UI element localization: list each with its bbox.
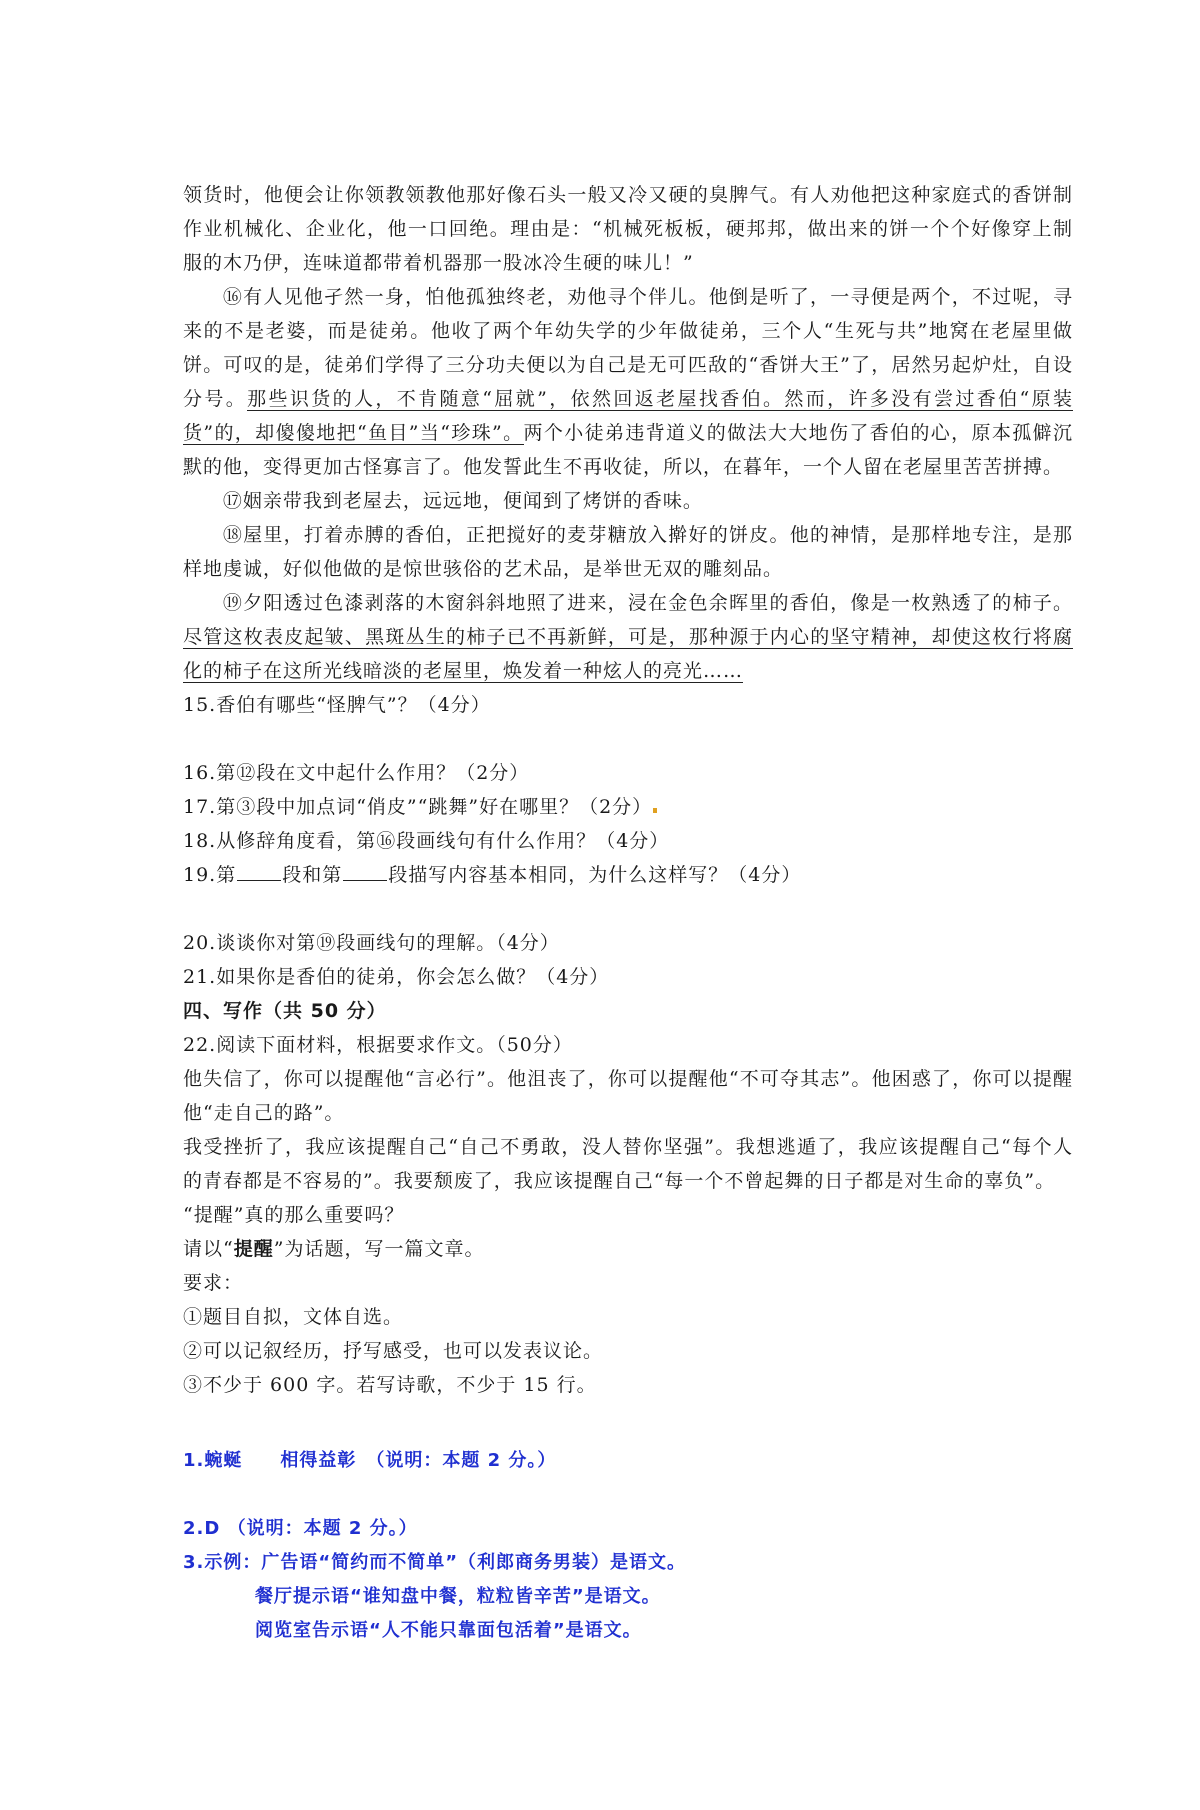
question-20: 20.谈谈你对第⑲段画线句的理解。（4分） [183, 932, 560, 954]
question-19-text-a: 19.第 [183, 864, 237, 886]
paragraph-17: ⑰姻亲带我到老屋去，远远地，便闻到了烤饼的香味。 [222, 490, 703, 512]
paragraph-19 [183, 586, 1073, 688]
requirement-2: ②可以记叙经历，抒写感受，也可以发表议论。 [183, 1340, 604, 1362]
material-question: “提醒”真的那么重要吗？ [183, 1204, 405, 1226]
question-18: 18.从修辞角度看，第⑯段画线句有什么作用？（4分） [183, 830, 670, 852]
section-spacing [183, 1402, 1073, 1444]
requirement-1: ①题目自拟，文体自选。 [183, 1306, 404, 1328]
question-17-text: 17.第③段中加点词“俏皮”“跳舞”好在哪里？（2分） [183, 796, 653, 818]
answer-3: 3.示例：广告语“简约而不简单”（利郎商务男装）是语文。 [183, 1552, 687, 1573]
writing-topic-word: 提醒 [233, 1238, 274, 1260]
paragraph-16-text-a: ⑯有人见他孑然一身，怕他孤独终老，劝他寻个伴儿。他倒是听了，一寻便是两个，不过呢，寻来的不是老婆，而是徒弟。他收了两个年幼失学的少年做徒弟，三个人“生死与共”地窝在老屋里做饼。可叹的是，徒弟们学得了三分功夫便以为自己是无可匹敌的“香饼大王”了，居然另起炉灶，自设分号。 [183, 286, 1073, 410]
answer-spacing [183, 1478, 1073, 1512]
answer-space [183, 892, 1073, 926]
question-19-text-b: 段和第 [282, 864, 343, 886]
paragraph-15-continued: 领货时，他便会让你领教领教他那好像石头一般又冷又硬的臭脾气。有人劝他把这种家庭式的香饼制作业机械化、企业化，他一口回绝。理由是：“机械死板板，硬邦邦，做出来的饼一个个好像穿上制服的木乃伊，连味道都带着机器那一股冰冷生硬的味儿！” [183, 184, 1073, 274]
answer-1: 1.蜿蜒 相得益彰 （说明：本题 2 分。） [183, 1450, 557, 1471]
writing-topic-post: ”为话题，写一篇文章。 [273, 1238, 485, 1260]
document-content [183, 178, 1073, 1648]
question-19-text-c: 段描写内容基本相同，为什么这样写？（4分） [388, 864, 802, 886]
material-paragraph-2: 我受挫折了，我应该提醒自己“自己不勇敢，没人替你坚强”。我想逃遁了，我应该提醒自己“每个人的青春都是不容易的”。我要颓废了，我应该提醒自己“每一个不曾起舞的日子都是对生命的辜负”。 [183, 1136, 1073, 1192]
writing-section-title: 四、写作（共 50 分） [183, 1000, 387, 1022]
writing-topic [183, 1232, 1073, 1266]
paragraph-16-text-b: 两个小徒弟违背道义的做法大大地伤了香伯的心，原本孤僻沉默的他，变得更加古怪寡言了。他发誓此生不再收徒，所以，在暮年，一个人留在老屋里苦苦拼搏。 [183, 422, 1073, 478]
writing-topic-pre: 请以“ [183, 1238, 234, 1260]
fill-blank-1 [237, 860, 281, 881]
paragraph-18: ⑱屋里，打着赤膊的香伯，正把搅好的麦芽糖放入擀好的饼皮。他的神情，是那样地专注，是那样地虔诚，好似他做的是惊世骇俗的艺术品，是举世无双的雕刻品。 [183, 524, 1073, 580]
requirement-3: ③不少于 600 字。若写诗歌，不少于 15 行。 [183, 1374, 597, 1396]
paragraph-19-text-a: ⑲夕阳透过色漆剥落的木窗斜斜地照了进来，浸在金色余晖里的香伯，像是一枚熟透了的柿子。 [222, 592, 1073, 614]
fill-blank-2 [343, 860, 387, 881]
highlight-mark [653, 808, 657, 813]
question-21: 21.如果你是香伯的徒弟，你会怎么做？（4分） [183, 966, 610, 988]
question-19 [183, 858, 1073, 892]
material-paragraph-1: 他失信了，你可以提醒他“言必行”。他沮丧了，你可以提醒他“不可夺其志”。他困惑了，你可以提醒他“走自己的路”。 [183, 1068, 1073, 1124]
paragraph-16 [183, 280, 1073, 484]
question-16: 16.第⑫段在文中起什么作用？（2分） [183, 762, 530, 784]
paragraph-16-underlined-sentence: 那些识货的人，不肯随意“屈就”，依然回返老屋找香伯。然而，许多没有尝过香伯“原装货”的，却傻傻地把“鱼目”当“珍珠”。 [183, 388, 1073, 444]
answer-2: 2.D （说明：本题 2 分。） [183, 1518, 418, 1539]
answer-space [183, 722, 1073, 756]
answer-3-example-3: 阅览室告示语“人不能只靠面包活着”是语文。 [255, 1620, 642, 1641]
answer-key [183, 1444, 1073, 1648]
question-22: 22.阅读下面材料，根据要求作文。（50分） [183, 1034, 573, 1056]
question-17 [183, 790, 1073, 824]
paragraph-19-underlined-sentence: 尽管这枚表皮起皱、黑斑丛生的柿子已不再新鲜，可是，那种源于内心的坚守精神，却使这枚行将腐化的柿子在这所光线暗淡的老屋里，焕发着一种炫人的亮光…… [183, 626, 1073, 682]
requirements-title: 要求： [183, 1272, 244, 1294]
question-15: 15.香伯有哪些“怪脾气”？（4分） [183, 694, 491, 716]
answer-3-example-2: 餐厅提示语“谁知盘中餐，粒粒皆辛苦”是语文。 [255, 1586, 661, 1607]
